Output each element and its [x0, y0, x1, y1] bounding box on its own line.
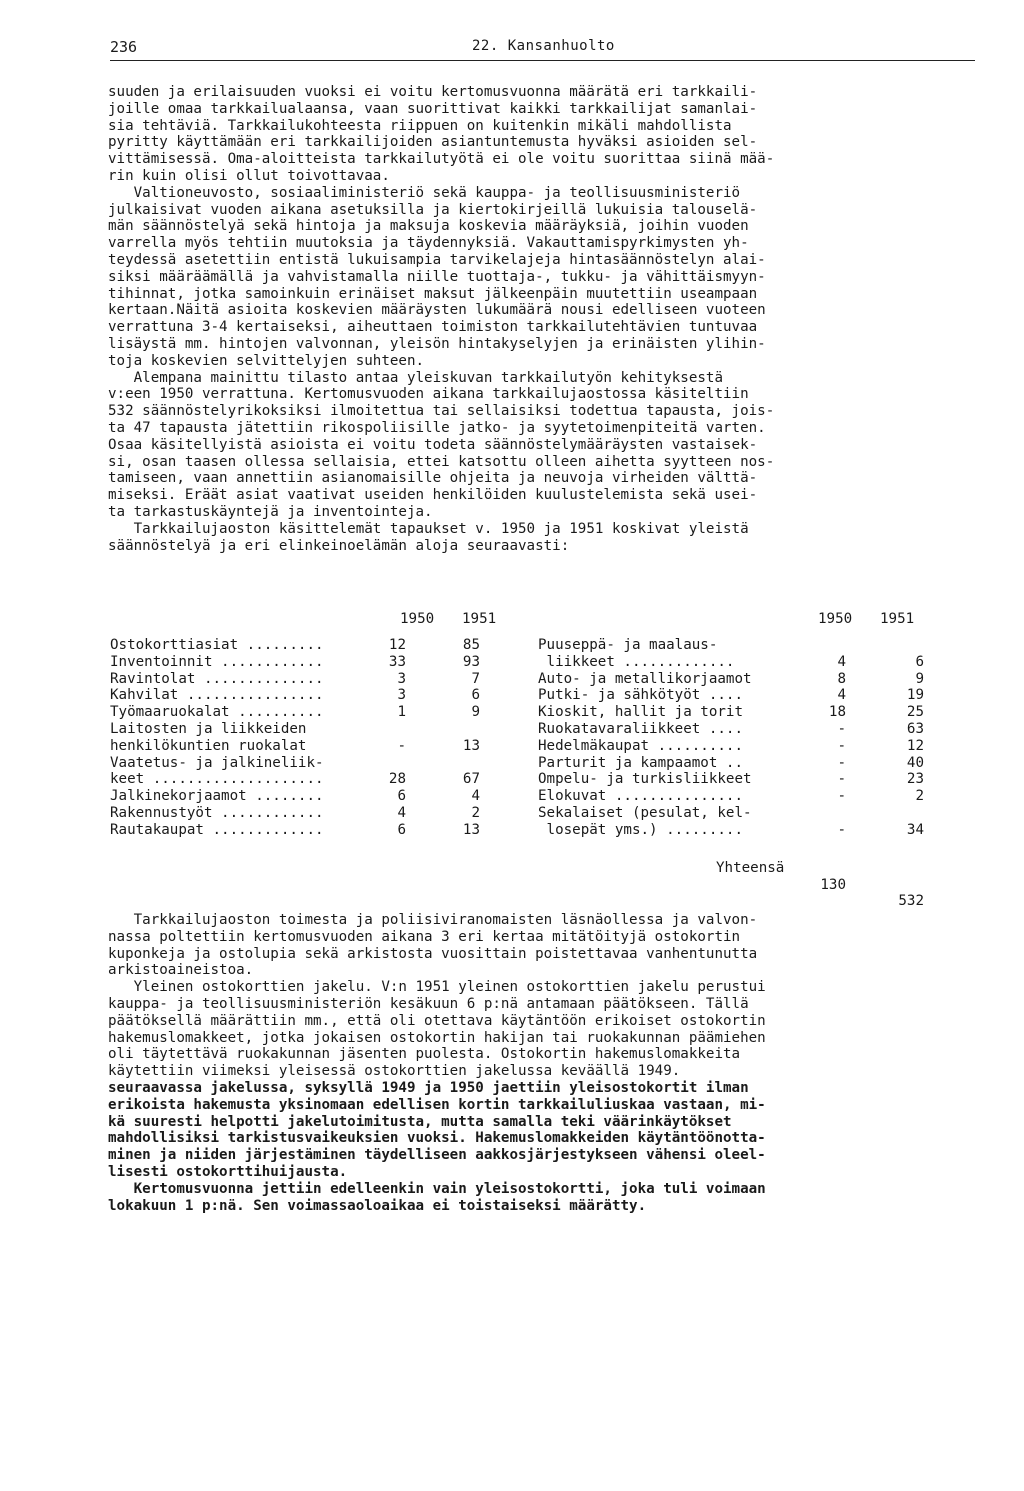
table-row — [538, 788, 938, 805]
text-line: erikoista hakemusta yksinomaan edellisen kortin tarkkailuliuskaa vastaan, mi- — [108, 1096, 766, 1113]
value-1951: 6 — [915, 653, 924, 670]
text-line: arkistoaineistoa. — [108, 962, 254, 979]
text-line: Osaa käsitellyistä asioista ei voitu todeta säännöstelymääräysten vastaisek- — [108, 436, 758, 453]
value-1950: 1 — [397, 704, 406, 721]
body-text-bottom — [108, 912, 988, 1214]
table-row — [538, 687, 938, 704]
row-label: Ompelu- ja turkisliikkeet — [538, 771, 752, 788]
text-line: miseksi. Eräät asiat vaativat useiden henkilöiden kuulustelemista sekä usei- — [108, 487, 758, 504]
row-label: Kahvilat ................ — [110, 687, 324, 704]
total-label: Yhteensä — [716, 859, 785, 876]
value-1951: 19 — [906, 687, 924, 704]
text-line: kertaan.Näitä asioita koskevien määräysten lukumäärä nousi edelliseen vuoteen — [108, 302, 766, 319]
row-label: Sekalaiset (pesulat, kel- — [538, 804, 752, 821]
total-1950: 130 — [820, 876, 846, 893]
text-line: kä suuresti helpotti jakelutoimitusta, mutta samalla teki väärinkäytökset — [108, 1113, 732, 1130]
value-1951: 9 — [471, 704, 480, 721]
left-header-1951: 1951 — [462, 611, 497, 627]
page-header — [110, 38, 975, 66]
text-line: sia tehtäviä. Tarkkailukohteesta riippuen on kuitenkin mikäli mahdollista — [108, 117, 732, 134]
value-1950: - — [837, 720, 846, 737]
row-label: keet .................... — [110, 771, 324, 788]
row-label: Vaatetus- ja jalkineliik- — [110, 754, 324, 771]
value-1951: 40 — [906, 754, 924, 771]
value-1951: 93 — [462, 653, 480, 670]
right-header-1951: 1951 — [880, 611, 915, 627]
value-1950: 4 — [397, 804, 406, 821]
text-line: teydessä asetettiin entistä lukuisampia tarvikelajeja hintasäännöstelyn alai- — [108, 251, 766, 268]
text-line: tamiseen, vaan annettiin asianomaisille ohjeita ja neuvoja virheiden välttä- — [108, 470, 758, 487]
value-1950: 4 — [837, 653, 846, 670]
row-label: Ravintolat .............. — [110, 670, 324, 687]
table-row — [110, 788, 510, 805]
text-line: Valtioneuvosto, sosiaaliministeriö sekä kauppa- ja teollisuusministeriö — [108, 184, 741, 201]
text-line: käytettiin viimeksi yleisessä ostokorttien jakelussa keväällä 1949. — [108, 1063, 681, 1080]
row-label: Rautakaupat ............. — [110, 821, 324, 838]
value-1951: 23 — [906, 771, 924, 788]
value-1951: 6 — [471, 687, 480, 704]
text-line: män säännöstelyä sekä hintoja ja maksuja koskevia määräyksiä, joihin vuoden — [108, 218, 749, 235]
row-label: Jalkinekorjaamot ........ — [110, 788, 324, 805]
text-line: oli täytettävä ruokakunnan jäsenten puolesta. Ostokortin hakemuslomakkeita — [108, 1046, 741, 1063]
text-line: v:een 1950 verrattuna. Kertomusvuoden aikana tarkkailujaostossa käsiteltiin — [108, 386, 749, 403]
text-line: Kertomusvuonna jettiin edelleenkin vain yleisostokortti, joka tuli voimaan — [108, 1180, 766, 1197]
table-row — [110, 671, 510, 688]
value-1951: 9 — [915, 670, 924, 687]
statistics-table-left — [110, 637, 510, 839]
value-1950: 3 — [397, 670, 406, 687]
value-1950: 6 — [397, 821, 406, 838]
running-title: 22. Kansanhuolto — [472, 38, 615, 54]
table-row — [110, 771, 510, 788]
text-line: kauppa- ja teollisuusministeriön kesäkuun 6 p:nä antamaan päätökseen. Tällä — [108, 995, 749, 1012]
text-line: tihinnat, jotka samoinkuin erinäiset maksut jälkeenpäin muutettiin useampaan — [108, 285, 758, 302]
row-label: Laitosten ja liikkeiden — [110, 720, 307, 737]
table-row — [538, 805, 938, 822]
text-line: vittämisessä. Oma-aloitteista tarkkailutyötä ei ole voitu suorittaa siinä mää- — [108, 151, 775, 168]
row-label: Ostokorttiasiat ......... — [110, 637, 324, 653]
value-1950: - — [837, 821, 846, 838]
value-1951: 4 — [471, 788, 480, 805]
value-1951: 63 — [906, 720, 924, 737]
row-label: Hedelmäkaupat .......... — [538, 737, 743, 754]
table-row — [110, 637, 510, 654]
value-1951: 13 — [462, 821, 480, 838]
text-line: julkaisivat vuoden aikana asetuksilla ja kiertokirjeillä lukuisia talouselä- — [108, 201, 758, 218]
value-1950: - — [837, 771, 846, 788]
row-label: Työmaaruokalat .......... — [110, 704, 324, 721]
value-1950: 28 — [388, 771, 406, 788]
table-row — [538, 721, 938, 738]
value-1950: 8 — [837, 670, 846, 687]
value-1951: 2 — [471, 804, 480, 821]
text-line: Tarkkailujaoston toimesta ja poliisiviranomaisten läsnäollessa ja valvon- — [108, 912, 758, 928]
row-label: Kioskit, hallit ja torit — [538, 704, 743, 721]
table-row — [110, 805, 510, 822]
value-1950: - — [397, 737, 406, 754]
text-line: pyritty käyttämään eri tarkkailijoiden asiantuntemusta hyväksi asioiden sel- — [108, 134, 758, 151]
text-line: verrattuna 3-4 kertaiseksi, aiheuttaen toimiston tarkkailutehtävien tuntuvaa — [108, 319, 758, 336]
value-1951: 12 — [906, 737, 924, 754]
text-line: Alempana mainittu tilasto antaa yleiskuvan tarkkailutyön kehityksestä — [108, 369, 723, 386]
text-line: lisäystä mm. hintojen valvonnan, yleisön hintakyselyjen ja erinäisten ylihin- — [108, 335, 766, 352]
row-label: Elokuvat ............... — [538, 788, 743, 805]
value-1950: 12 — [388, 637, 406, 653]
row-label: Ruokatavaraliikkeet .... — [538, 720, 743, 737]
text-line: Yleinen ostokorttien jakelu. V:n 1951 yleinen ostokorttien jakelu perustui — [108, 979, 766, 996]
value-1950: 33 — [388, 653, 406, 670]
text-line: varrella myös tehtiin muutoksia ja täydennyksiä. Vakauttamispyrkimysten yh- — [108, 235, 749, 252]
value-1951: 25 — [906, 704, 924, 721]
table-row — [538, 654, 938, 671]
text-line: lisesti ostokorttihuijausta. — [108, 1163, 348, 1180]
text-line: mahdollisiksi tarkistusvaikeuksien vuoksi. Hakemuslomakkeiden käytäntöönotta- — [108, 1130, 766, 1147]
table-total-row — [538, 843, 938, 910]
row-label: Inventoinnit ............ — [110, 653, 324, 670]
table-row — [110, 704, 510, 721]
value-1951: 34 — [906, 821, 924, 838]
text-line: nassa poltettiin kertomusvuoden aikana 3 eri kertaa mitätöityjä ostokortin — [108, 928, 741, 945]
text-line: säännöstelyä ja eri elinkeinoelämän aloja seuraavasti: — [108, 537, 570, 554]
row-label: Puuseppä- ja maalaus- — [538, 637, 718, 653]
text-line: seuraavassa jakelussa, syksyllä 1949 ja 1950 jaettiin yleisostokortit ilman — [108, 1079, 749, 1096]
value-1951: 2 — [915, 788, 924, 805]
value-1950: - — [837, 737, 846, 754]
text-line: hakemuslomakkeet, jotka jokaisen ostokortin hakijan tai ruokakunnan päämiehen — [108, 1029, 766, 1046]
table-row — [538, 822, 938, 839]
row-label: Parturit ja kampaamot .. — [538, 754, 743, 771]
text-line: kuponkeja ja ostolupia sekä arkistosta vuosittain poistettavaa vanhentunutta — [108, 945, 758, 962]
text-line: joille omaa tarkkailualaansa, vaan suorittivat kaikki tarkkailijat samanlai- — [108, 100, 758, 117]
text-line: siksi määräämällä ja vahvistamalla niille tuottaja-, tukku- ja vähittäismyyn- — [108, 268, 766, 285]
table-row — [110, 687, 510, 704]
table-row — [110, 738, 510, 755]
row-label: losepät yms.) ......... — [538, 821, 743, 838]
row-label: Rakennustyöt ............ — [110, 804, 324, 821]
right-header-1950: 1950 — [818, 611, 853, 627]
value-1950: - — [837, 788, 846, 805]
text-line: päätöksellä määrättiin mm., että oli otettava käytäntöön erikoiset ostokortin — [108, 1012, 766, 1029]
table-row — [538, 704, 938, 721]
value-1950: 18 — [828, 704, 846, 721]
text-line: suuden ja erilaisuuden vuoksi ei voitu kertomusvuonna määrätä eri tarkkaili- — [108, 84, 758, 100]
value-1950: - — [837, 754, 846, 771]
total-1951: 532 — [898, 893, 924, 910]
value-1951: 7 — [471, 670, 480, 687]
row-label: Putki- ja sähkötyöt .... — [538, 687, 743, 704]
text-line: toja koskevien selvittelyjen suhteen. — [108, 352, 425, 369]
value-1950: 4 — [837, 687, 846, 704]
row-label: Auto- ja metallikorjaamot — [538, 670, 752, 687]
table-row — [538, 755, 938, 772]
left-header-1950: 1950 — [400, 611, 435, 627]
page-number: 236 — [110, 38, 138, 56]
row-label: henkilökuntien ruokalat — [110, 737, 307, 754]
table-row — [110, 822, 510, 839]
text-line: ta tarkastuskäyntejä ja inventointeja. — [108, 503, 433, 520]
table-row — [538, 771, 938, 788]
value-1950: 3 — [397, 687, 406, 704]
value-1950: 6 — [397, 788, 406, 805]
row-label: liikkeet ............. — [538, 653, 735, 670]
value-1951: 67 — [462, 771, 480, 788]
text-line: 532 säännöstelyrikoksiksi ilmoitettua tai sellaisiksi todettua tapausta, jois- — [108, 403, 775, 420]
table-row — [110, 755, 510, 772]
text-line: minen ja niiden järjestäminen täydelliseen aakkosjärjestykseen vähensi oleel- — [108, 1147, 766, 1164]
statistics-table-right — [538, 637, 938, 839]
text-line: rin kuin olisi ollut toivottavaa. — [108, 167, 390, 184]
table-row — [538, 738, 938, 755]
text-line: Tarkkailujaoston käsittelemät tapaukset v. 1950 ja 1951 koskivat yleistä — [108, 520, 749, 537]
value-1951: 13 — [462, 737, 480, 754]
value-1951: 85 — [462, 637, 480, 653]
table-row — [110, 654, 510, 671]
header-rule — [110, 60, 975, 61]
table-row — [538, 671, 938, 688]
text-line: si, osan taasen ollessa sellaisia, ettei katsottu olleen aihetta syytteen nos- — [108, 453, 775, 470]
text-line: lokakuun 1 p:nä. Sen voimassaoloaikaa ei toistaiseksi määrätty. — [108, 1197, 647, 1214]
text-line: ta 47 tapausta jätettiin rikospoliisille jatko- ja syytetoimenpiteitä varten. — [108, 419, 766, 436]
table-row — [110, 721, 510, 738]
body-text-top — [108, 84, 988, 554]
table-row — [538, 637, 938, 654]
